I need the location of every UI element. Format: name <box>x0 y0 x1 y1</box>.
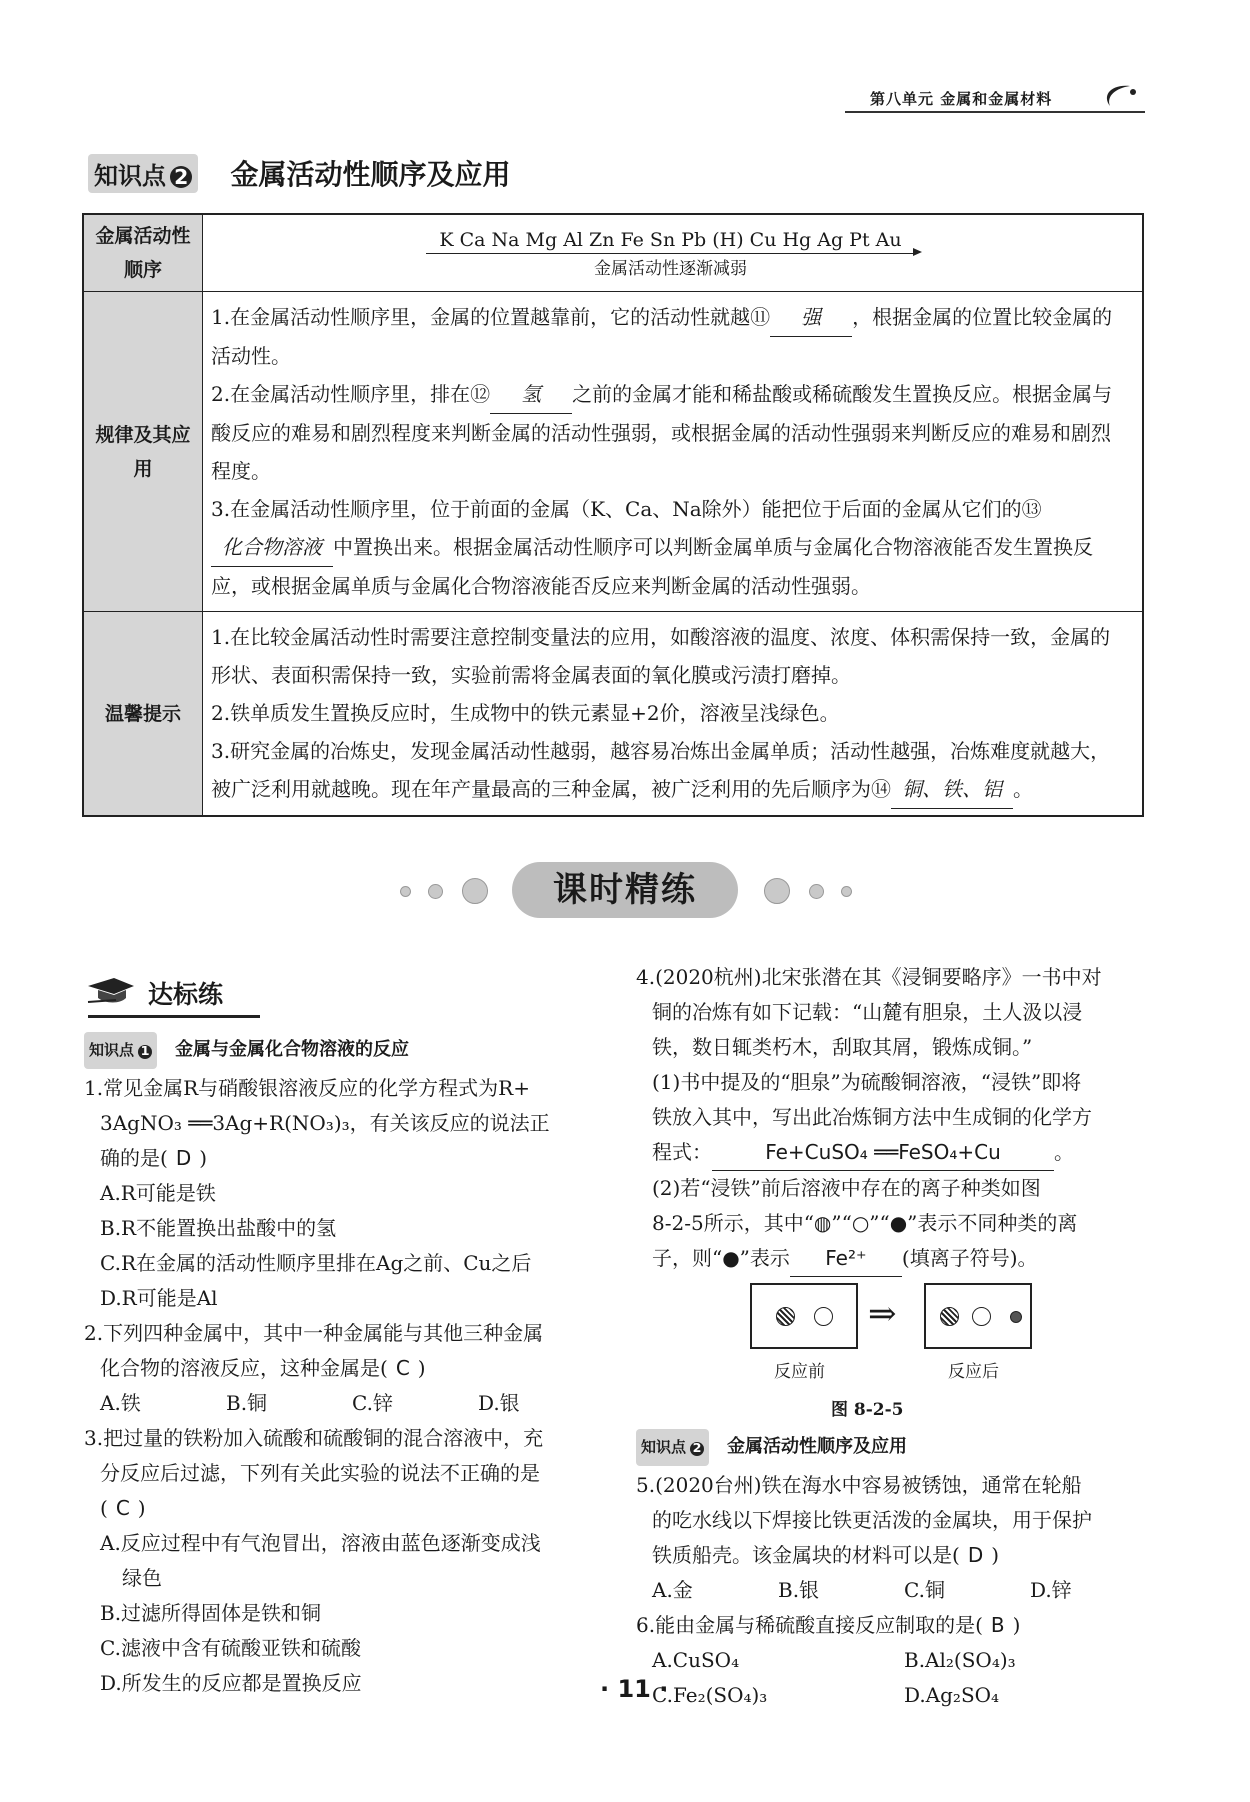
open-ion-icon <box>972 1307 991 1326</box>
option: D.锌 <box>1030 1578 1072 1602</box>
knowledge-point-heading: 知识点 2 金属活动性顺序及应用 <box>636 1429 1156 1466</box>
answer-blank: 化合物溶液 <box>211 528 333 567</box>
swoosh-logo-icon <box>1100 82 1140 110</box>
before-box <box>750 1283 858 1349</box>
options-row <box>636 1678 1156 1713</box>
option: B.Al₂(SO₄)₃ <box>904 1648 1016 1672</box>
option: D.Ag₂SO₄ <box>904 1683 1000 1707</box>
options-row <box>84 1386 604 1421</box>
answer-blank: 氢 <box>490 375 572 414</box>
knowledge-point-badge: 知识点 2 <box>636 1429 709 1466</box>
question-2: 2.下列四种金属中，其中一种金属能与其他三种金属 <box>84 1321 544 1345</box>
answer-blank: Fe²⁺ <box>790 1241 902 1277</box>
right-column: 4.(2020杭州)北宋张潜在其《浸铜要略序》一书中对 铜的冶炼有如下记载：“山麓有胆泉，土人汲以浸 铁，数日辄类朽木，刮取其屑，锻炼成铜。” (1)书中提及的“胆泉”为硫酸铜溶液，“浸铁”即将 铁放入其中，写出此冶炼铜方法中生成铜的化学方 程式： Fe+CuSO₄ ══FeSO₄+Cu 。 (2)若“浸铁”前后溶液中存在的离子种类如图 8-2-5所示，其中“◍”“○”“●”表示不同种类的离 子，则“●”表示 Fe²⁺ (填离子符号)。 ⇒ 反应前 反应后 图 8-2-5 知识点 2 金属活动性顺序及应用 5.(2020台州)铁在海水中容易被锈蚀，通常在轮船 的吃水线以下焊接比铁更活泼的金属块，用于保护 铁质船壳。该金属块的材料可以是( D ) A.金 B.银 C.铜 D.锌 6.能由金属与稀硫酸直接反应制取的是( B ) A.CuSO₄ B.Al₂(SO₄)₃ C.Fe₂(SO₄)₃ D.Ag₂SO₄ <box>636 960 1156 1713</box>
page-number: · 11 · <box>600 1675 669 1703</box>
reaction-arrow-icon: ⇒ <box>868 1294 897 1334</box>
unit-header: 第八单元 金属和金属材料 <box>870 90 1053 108</box>
figure-label-after: 反应后 <box>948 1362 999 1382</box>
rule-item-1: 1.在金属活动性顺序里，金属的位置越靠前，它的活动性就越⑪ 强 ，根据金属的位置比较金属的活动性。 <box>211 298 1130 375</box>
question-6: 6.能由金属与稀硫酸直接反应制取的是( B ) <box>636 1613 1021 1637</box>
row-label: 金属活动性顺序 <box>83 214 203 292</box>
answer-blank: 强 <box>770 298 852 337</box>
title-underline <box>88 1015 260 1018</box>
option: C.滤液中含有硫酸亚铁和硫酸 <box>100 1636 361 1660</box>
option: A.反应过程中有气泡冒出，溶液由蓝色逐渐变成浅 <box>100 1531 541 1555</box>
option: D.银 <box>478 1391 520 1415</box>
practice-banner <box>400 862 850 922</box>
knowledge-point-badge: 知识点 1 <box>84 1032 157 1069</box>
section-title <box>88 153 510 193</box>
decor-dot <box>462 878 488 904</box>
answer-blank: 铜、铁、铝 <box>891 770 1013 809</box>
row-label: 规律及其应用 <box>83 292 203 612</box>
section-heading: 金属活动性顺序及应用 <box>230 158 511 191</box>
answer-mark: D <box>175 1146 192 1170</box>
decor-dot <box>841 886 852 897</box>
decor-dot <box>400 886 411 897</box>
option: A.CuSO₄ <box>652 1648 740 1672</box>
answer-mark: D <box>967 1543 984 1567</box>
series-arrow <box>426 253 916 254</box>
rule-item-3: 3.在金属活动性顺序里，位于前面的金属（K、Ca、Na除外）能把位于后面的金属从它们的⑬化合物溶液 中置换出来。根据金属活动性顺序可以判断金属单质与金属化合物溶液能否发生置换反应，或根据金属单质与金属化合物溶液能否反应来判断金属的活动性强弱。 <box>211 497 1093 598</box>
ion-diagram <box>636 1277 1156 1427</box>
question-4: 4.(2020杭州)北宋张潜在其《浸铜要略序》一书中对 <box>636 965 1102 989</box>
tip-item-1: 1.在比较金属活动性时需要注意控制变量法的应用，如酸溶液的温度、浓度、体积需保持一致，金属的形状、表面积需保持一致，实验前需将金属表面的氧化膜或污渍打磨掉。 <box>211 625 1111 687</box>
tip-item-2: 2.铁单质发生置换反应时，生成物中的铁元素显+2价，溶液呈浅绿色。 <box>211 701 840 725</box>
after-box <box>924 1283 1032 1349</box>
answer-mark: C <box>115 1496 130 1520</box>
hatched-ion-icon <box>940 1307 959 1326</box>
option: A.金 <box>652 1578 693 1602</box>
practice-section-title: 达标练 <box>148 980 224 1009</box>
option: B.银 <box>778 1578 820 1602</box>
option: C.铜 <box>904 1578 945 1602</box>
solid-ion-icon <box>1010 1311 1022 1323</box>
knowledge-point-badge: 知识点 2 <box>88 154 198 193</box>
answer-blank: Fe+CuSO₄ ══FeSO₄+Cu <box>712 1135 1054 1171</box>
option: A.铁 <box>100 1391 141 1415</box>
option: C.R在金属的活动性顺序里排在Ag之前、Cu之后 <box>100 1251 532 1275</box>
figure-label-before: 反应前 <box>774 1362 825 1382</box>
graduation-cap-icon <box>86 976 136 1006</box>
option: C.锌 <box>352 1391 393 1415</box>
header-rule <box>845 111 1145 113</box>
table-row <box>83 292 1143 612</box>
answer-mark: C <box>395 1356 410 1380</box>
option: B.铜 <box>226 1391 268 1415</box>
options-row <box>636 1643 1156 1678</box>
decor-dot <box>428 884 443 899</box>
table-row <box>83 214 1143 292</box>
rule-item-2: 2.在金属活动性顺序里，排在⑫ 氢 之前的金属才能和稀盐酸或稀硫酸发生置换反应。根据金属与酸反应的难易和剧烈程度来判断金属的活动性强弱，或根据金属的活动性强弱来判断反应的难易和剧烈程度。 <box>211 375 1130 490</box>
option: D.R可能是Al <box>100 1286 218 1310</box>
option: B.过滤所得固体是铁和铜 <box>100 1601 322 1625</box>
question-3: 3.把过量的铁粉加入硫酸和硫酸铜的混合溶液中，充 <box>84 1426 544 1450</box>
series-note: 金属活动性逐渐减弱 <box>594 258 747 279</box>
option: D.所发生的反应都是置换反应 <box>100 1671 362 1695</box>
knowledge-table <box>82 213 1144 817</box>
open-ion-icon <box>814 1307 833 1326</box>
answer-mark: B <box>990 1613 1005 1637</box>
option-continued: 绿色 <box>122 1566 162 1590</box>
options-row <box>636 1573 1156 1608</box>
option: B.R不能置换出盐酸中的氢 <box>100 1216 337 1240</box>
question-1: 1.常见金属R与硝酸银溶液反应的化学方程式为R+ <box>84 1076 530 1100</box>
banner-title: 课时精练 <box>512 862 738 918</box>
decor-dot <box>809 884 824 899</box>
option: C.Fe₂(SO₄)₃ <box>652 1683 768 1707</box>
knowledge-point-heading: 知识点 1 金属与金属化合物溶液的反应 <box>84 1032 604 1069</box>
option: A.R可能是铁 <box>100 1181 216 1205</box>
figure-caption: 图 8-2-5 <box>831 1400 904 1420</box>
tip-item-3: 3.研究金属的冶炼史，发现金属活动性越弱，越容易冶炼出金属单质；活动性越强，冶炼难度就越大，被广泛利用就越晚。现在年产量最高的三种金属，被广泛利用的先后顺序为⑭ 铜、铁、铝 。 <box>211 732 1130 809</box>
left-column: 知识点 1 金属与金属化合物溶液的反应 1.常见金属R与硝酸银溶液反应的化学方程式为R+ 3AgNO₃ ══3Ag+R(NO₃)₃，有关该反应的说法正 确的是( D ) A.R可能是铁 B.R不能置换出盐酸中的氢 C.R在金属的活动性顺序里排在Ag之前、Cu之后 D.R可能是Al 2.下列四种金属中，其中一种金属能与其他三种金属 化合物的溶液反应，这种金属是( C ) A.铁 B.铜 C.锌 D.银 3.把过量的铁粉加入硫酸和硫酸铜的混合溶液中，充 分反应后过滤，下列有关此实验的说法不正确的是 ( C ) A.反应过程中有气泡冒出，溶液由蓝色逐渐变成浅 绿色 B.过滤所得固体是铁和铜 C.滤液中含有硫酸亚铁和硫酸 D.所发生的反应都是置换反应 <box>84 1030 604 1701</box>
decor-dot <box>764 878 790 904</box>
hatched-ion-icon <box>776 1307 795 1326</box>
activity-series: K Ca Na Mg Al Zn Fe Sn Pb (H) Cu Hg Ag Pt Au <box>439 228 902 251</box>
question-5: 5.(2020台州)铁在海水中容易被锈蚀，通常在轮船 <box>636 1473 1082 1497</box>
row-label: 温馨提示 <box>83 612 203 817</box>
table-row <box>83 612 1143 817</box>
